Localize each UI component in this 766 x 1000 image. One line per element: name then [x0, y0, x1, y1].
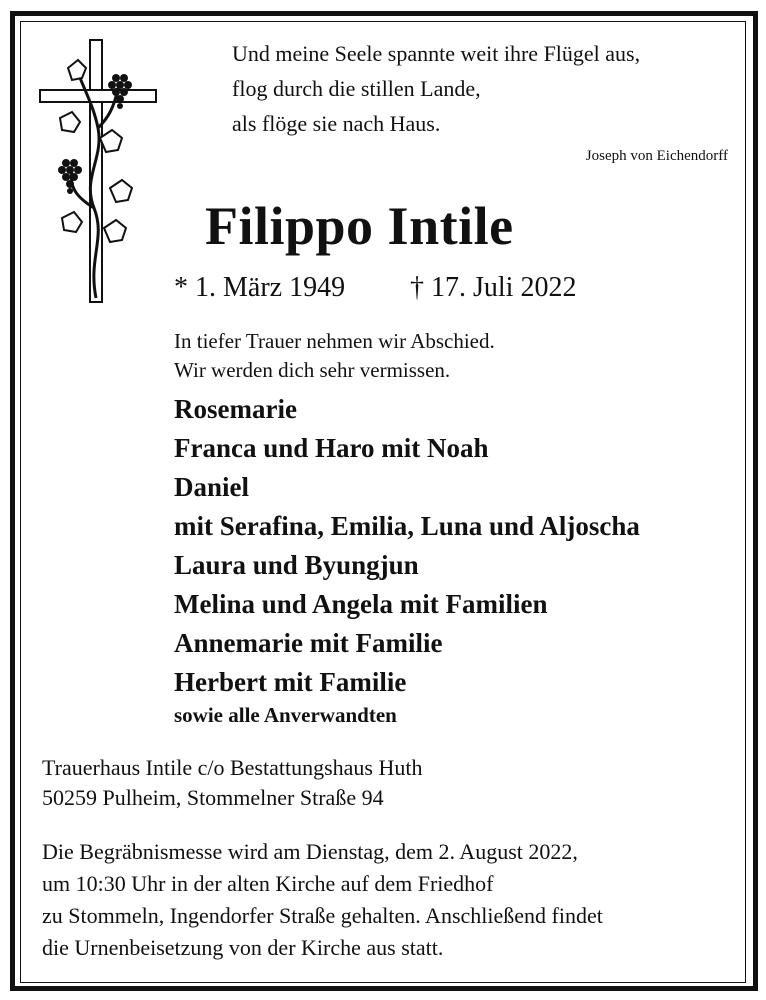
service-line: die Urnenbeisetzung von der Kirche aus statt.	[42, 935, 444, 960]
mourner: mit Serafina, Emilia, Luna und Aljoscha	[174, 511, 640, 541]
service-line: Die Begräbnismesse wird am Dienstag, dem 2. August 2022,	[42, 839, 578, 864]
relatives-line: sowie alle Anverwandten	[174, 703, 397, 727]
service-line: zu Stommeln, Ingendorfer Straße gehalten. Anschließend findet	[42, 903, 603, 928]
mourner: Laura und Byungjun	[174, 550, 419, 580]
farewell-line: In tiefer Trauer nehmen wir Abschied.	[174, 329, 495, 353]
death-date: † 17. Juli 2022	[410, 272, 577, 303]
poem-line: flog durch die stillen Lande,	[232, 76, 481, 101]
mourners-list	[174, 390, 640, 702]
address-line: Trauerhaus Intile c/o Bestattungshaus Huth	[42, 755, 423, 780]
poem-line: als flöge sie nach Haus.	[232, 111, 441, 136]
mourner: Franca und Haro mit Noah	[174, 433, 489, 463]
mourner: Annemarie mit Familie	[174, 628, 443, 658]
service-line: um 10:30 Uhr in der alten Kirche auf dem Friedhof	[42, 871, 494, 896]
mourner: Daniel	[174, 472, 250, 502]
mourner: Melina und Angela mit Familien	[174, 589, 548, 619]
farewell-text	[174, 327, 495, 385]
funeral-service-info	[42, 836, 603, 964]
poem	[232, 36, 640, 141]
poem-line: Und meine Seele spannte weit ihre Flügel aus,	[232, 41, 641, 66]
mourner: Rosemarie	[174, 394, 297, 424]
farewell-line: Wir werden dich sehr vermissen.	[174, 358, 451, 382]
birth-date: * 1. März 1949	[174, 272, 346, 303]
life-dates	[174, 272, 577, 304]
mourning-house-address	[42, 753, 422, 813]
poem-author: Joseph von Eichendorff	[585, 148, 728, 164]
address-line: 50259 Pulheim, Stommelner Straße 94	[42, 785, 384, 810]
cross-with-grapevine-icon	[38, 38, 158, 306]
deceased-name: Filippo Intile	[205, 196, 514, 256]
mourner: Herbert mit Familie	[174, 667, 407, 697]
